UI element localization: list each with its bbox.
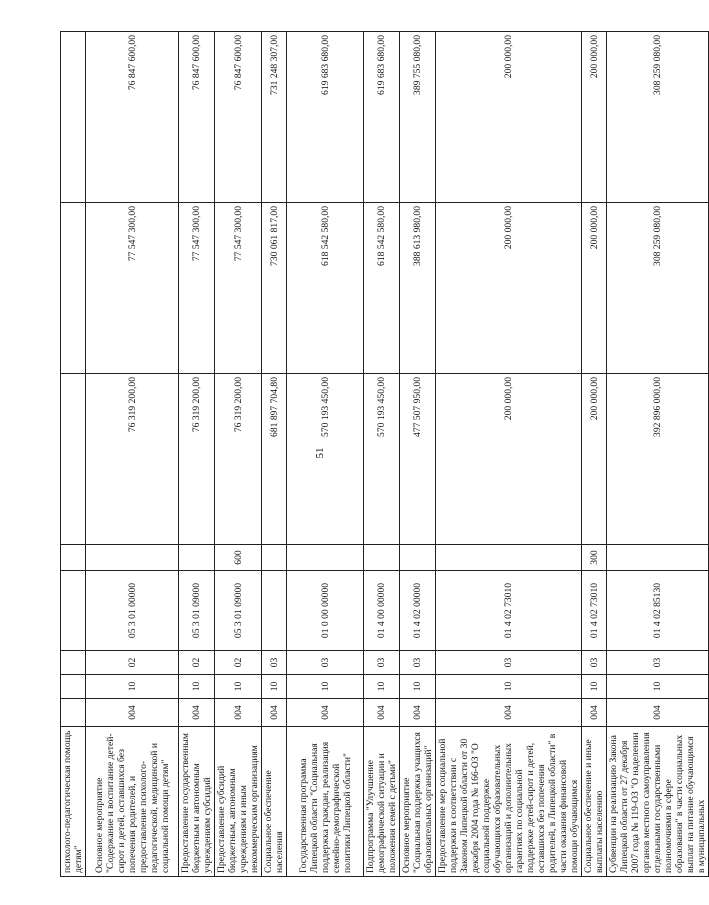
row-name: Социальное обеспечение и иные выплаты населению [582,727,607,877]
subsection-code: 03 [607,651,709,675]
section-code: 10 [86,675,179,699]
amount-year-3: 308 259 080,00 [607,32,709,203]
table-row [287,32,364,877]
expense-type-code [287,545,364,571]
section-code: 10 [215,675,262,699]
row-name: Субвенции на реализацию Закона Липецкой области от 27 декабря 2007 года № 119-ОЗ "О наделении органов местного самоуправления отдельными государственными полномочиями в сфере образования" в части социальных выплат на питание обучающимся в муниципальных [607,727,709,877]
amount-year-1: 570 193 450,00 [364,374,400,545]
amount-year-3: 76 847 600,00 [215,32,262,203]
target-article-code: 01 4 02 73010 [582,571,607,651]
row-name: Государственная программа Липецкой области "Социальная поддержка граждан, реализация семейно-демографической политики Липецкой области" [287,727,364,877]
expense-type-code [400,545,436,571]
amount-year-2: 200 000,00 [582,203,607,374]
ved-code: 004 [582,699,607,727]
row-name: Социальное обеспечение населения [262,727,287,877]
subsection-code: 02 [86,651,179,675]
subsection-code: 03 [262,651,287,675]
subsection-code [61,651,86,675]
section-code: 10 [287,675,364,699]
rotated-page-content [60,32,707,877]
amount-year-1: 392 896 000,00 [607,374,709,545]
table-row [179,32,215,877]
amount-year-2: 618 542 580,00 [287,203,364,374]
amount-year-1: 200 000,00 [582,374,607,545]
target-article-code: 01 4 02 85130 [607,571,709,651]
table-row [436,32,582,877]
expense-type-code [262,545,287,571]
amount-year-3: 619 683 680,00 [364,32,400,203]
table-row [364,32,400,877]
amount-year-1: 76 319 200,00 [215,374,262,545]
ved-code: 004 [400,699,436,727]
amount-year-3: 389 755 080,00 [400,32,436,203]
ved-code [61,699,86,727]
table-row [61,32,86,877]
table-row [215,32,262,877]
target-article-code: 01 4 02 73010 [436,571,582,651]
target-article-code [262,571,287,651]
row-name: Основное мероприятие "Социальная поддержка учащихся образовательных организаций" [400,727,436,877]
amount-year-1: 681 897 704,80 [262,374,287,545]
amount-year-3: 76 847 600,00 [86,32,179,203]
amount-year-3: 200 000,00 [436,32,582,203]
amount-year-2: 77 547 300,00 [215,203,262,374]
ved-code: 004 [86,699,179,727]
amount-year-2: 308 259 080,00 [607,203,709,374]
target-article-code [61,571,86,651]
expense-type-code: 300 [582,545,607,571]
table-row [86,32,179,877]
amount-year-1: 570 193 450,00 [287,374,364,545]
table-row [262,32,287,877]
subsection-code: 02 [179,651,215,675]
subsection-code: 02 [215,651,262,675]
amount-year-2: 388 613 980,00 [400,203,436,374]
row-name: Подпрограмма "Улучшение демографической ситуации и положения семей с детьми" [364,727,400,877]
amount-year-2: 77 547 300,00 [179,203,215,374]
expense-type-code [364,545,400,571]
subsection-code: 03 [400,651,436,675]
amount-year-2: 77 547 300,00 [86,203,179,374]
table-row [582,32,607,877]
ved-code: 004 [436,699,582,727]
row-name: Предоставление субсидий бюджетным, автономным учреждениям и иным некоммерческим организациям [215,727,262,877]
amount-year-3: 619 683 680,00 [287,32,364,203]
amount-year-3 [61,32,86,203]
expense-type-code [607,545,709,571]
row-name: Предоставление мер социальной поддержки в соответствии с Законом Липецкой области от 30 декабря 2004 года № 166-ОЗ "О социальной поддержке обучающихся образовательных организаций и дополнительных гарантиях по социальной поддержке детей-сирот и детей, оставшихся без попечения родителей, в Липецкой области" в части оказания финансовой помощи обучающимся [436,727,582,877]
expense-type-code [179,545,215,571]
section-code: 10 [179,675,215,699]
target-article-code: 01 4 02 00000 [400,571,436,651]
section-code [61,675,86,699]
target-article-code: 05 3 01 09000 [179,571,215,651]
page-number: 51 [314,447,326,459]
row-name: Основное мероприятие "Содержание и воспитание детей-сирот и детей, оставшихся без попечения родителей, и предоставление психолого-педагогической, медицинской и социальной помощи детям" [86,727,179,877]
ved-code: 004 [287,699,364,727]
ved-code: 004 [262,699,287,727]
section-code: 10 [262,675,287,699]
section-code: 10 [400,675,436,699]
expense-type-code [436,545,582,571]
row-name: психолого-педагогическая помощь детям" [61,727,86,877]
budget-table [60,31,709,877]
amount-year-1: 76 319 200,00 [179,374,215,545]
row-name: Предоставление государственным бюджетным и автономным учреждениям субсидий [179,727,215,877]
target-article-code: 05 3 01 09000 [215,571,262,651]
ved-code: 004 [364,699,400,727]
amount-year-3: 731 248 307,00 [262,32,287,203]
ved-code: 004 [215,699,262,727]
amount-year-1: 477 507 950,00 [400,374,436,545]
ved-code: 004 [607,699,709,727]
table-row [400,32,436,877]
target-article-code: 01 0 00 00000 [287,571,364,651]
target-article-code: 05 3 01 00000 [86,571,179,651]
amount-year-1: 200 000,00 [436,374,582,545]
ved-code: 004 [179,699,215,727]
subsection-code: 03 [436,651,582,675]
amount-year-2: 618 542 580,00 [364,203,400,374]
target-article-code: 01 4 00 00000 [364,571,400,651]
expense-type-code [86,545,179,571]
table-row [607,32,709,877]
section-code: 10 [582,675,607,699]
amount-year-2: 200 000,00 [436,203,582,374]
amount-year-3: 200 000,00 [582,32,607,203]
expense-type-code: 600 [215,545,262,571]
section-code: 10 [364,675,400,699]
amount-year-1 [61,374,86,545]
subsection-code: 03 [287,651,364,675]
subsection-code: 03 [582,651,607,675]
section-code: 10 [436,675,582,699]
amount-year-2: 730 061 817,00 [262,203,287,374]
amount-year-2 [61,203,86,374]
amount-year-3: 76 847 600,00 [179,32,215,203]
subsection-code: 03 [364,651,400,675]
section-code: 10 [607,675,709,699]
amount-year-1: 76 319 200,00 [86,374,179,545]
expense-type-code [61,545,86,571]
